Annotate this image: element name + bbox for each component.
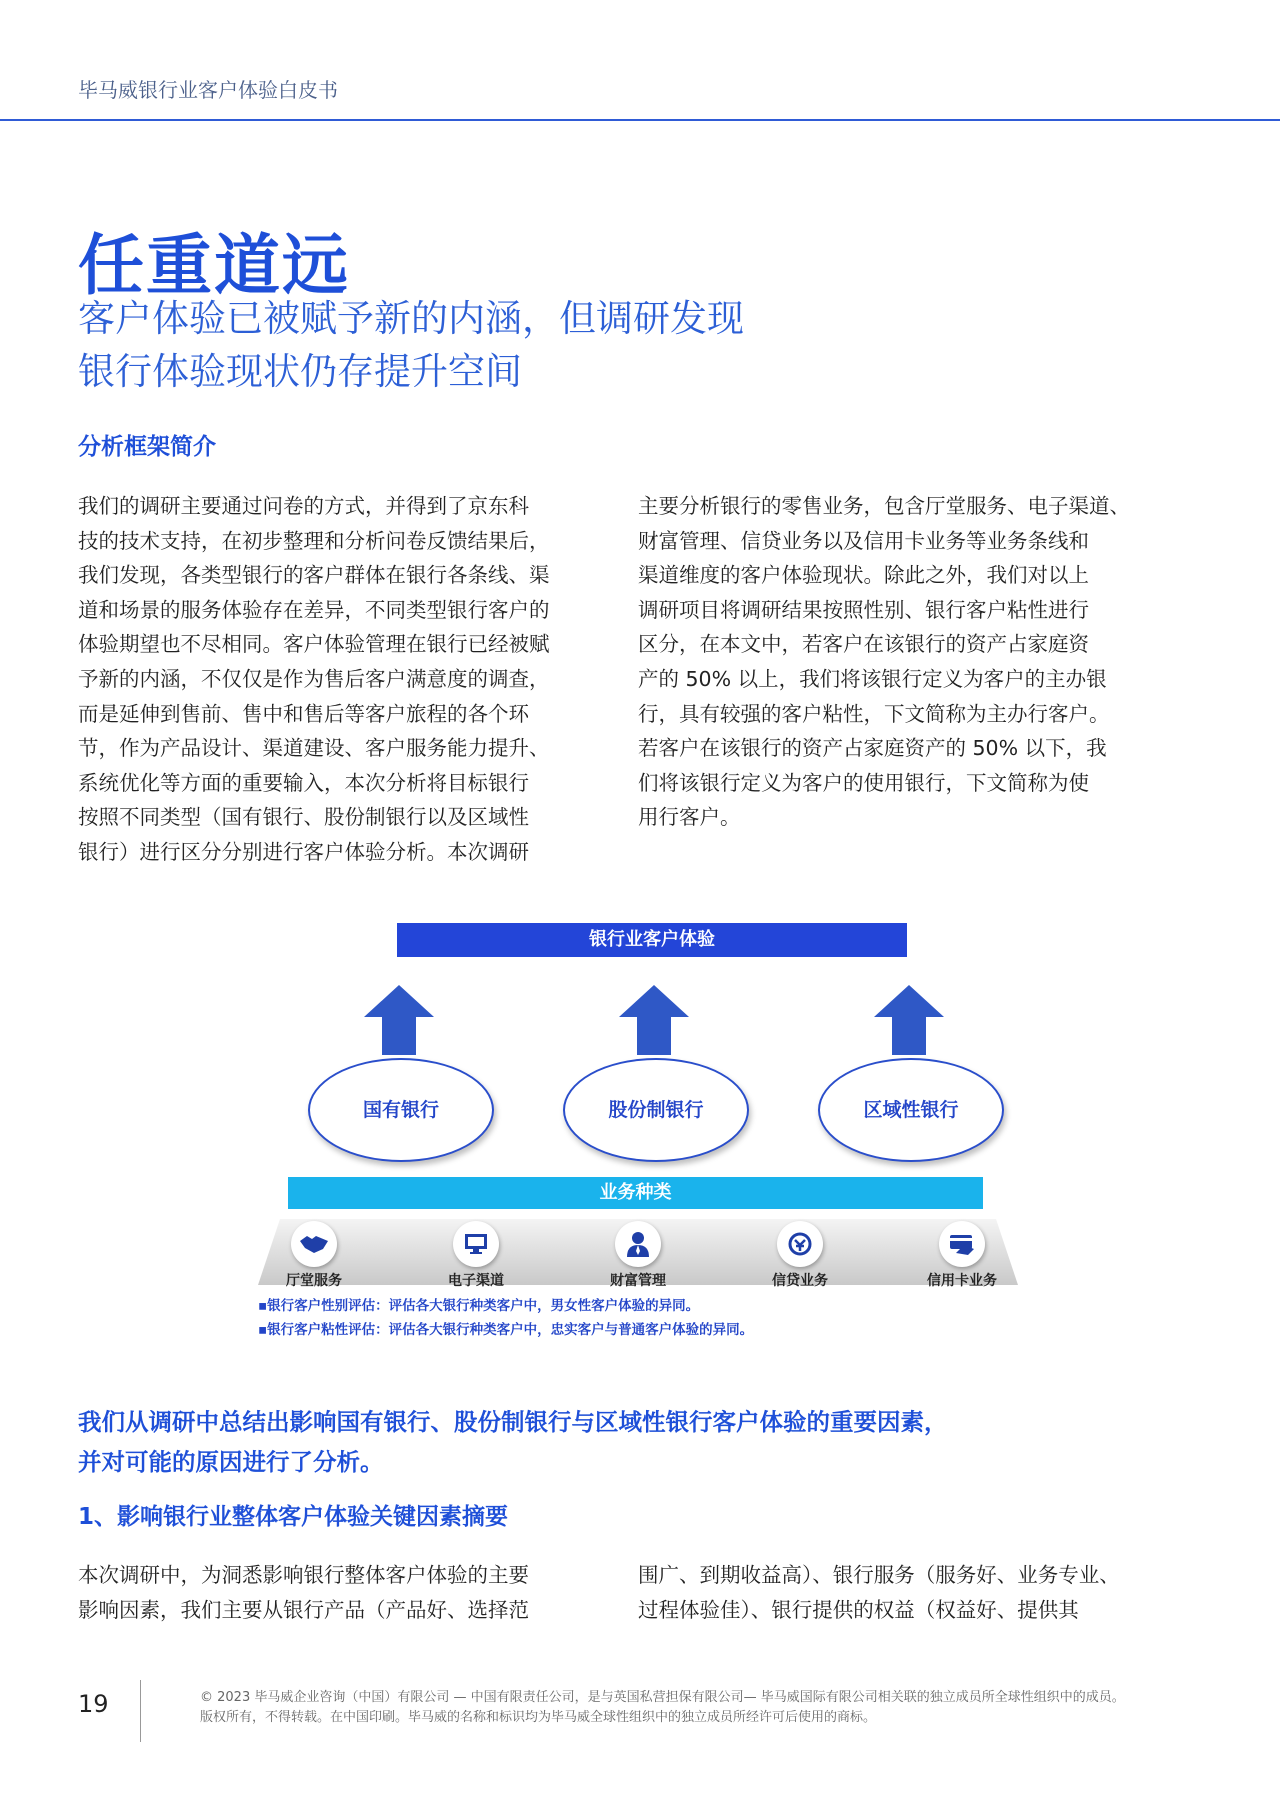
- text-line: 本次调研中，为洞悉影响银行整体客户体验的主要: [78, 1563, 529, 1587]
- section-heading-key-factors: 1、影响银行业整体客户体验关键因素摘要: [78, 1504, 509, 1530]
- monitor-icon: [453, 1221, 499, 1267]
- text-line: 围广、到期收益高）、银行服务（服务好、业务专业、: [638, 1563, 1120, 1587]
- text-line: 银行）进行区分分别进行客户体验分析。本次调研: [78, 839, 529, 864]
- summary-statement: [78, 1402, 948, 1482]
- channel-lobby-service: [254, 1221, 374, 1290]
- subtitle-line-1: 客户体验已被赋予新的内涵，但调研发现: [78, 297, 744, 340]
- text-line: 行，具有较强的客户粘性，下文简称为主办行客户。: [638, 701, 1110, 726]
- diagram-note-stickiness: ▪银行客户粘性评估：评估各大银行种类客户中，忠实客户与普通客户体验的异同。: [258, 1322, 754, 1338]
- body-text-right-2: [638, 1558, 1168, 1627]
- text-line: 予新的内涵，不仅仅是作为售后客户满意度的调查，: [78, 666, 550, 691]
- text-line: 我们的调研主要通过问卷的方式，并得到了京东科: [78, 494, 529, 518]
- text-line: 产的 50% 以上，我们将该银行定义为客户的主办银: [638, 666, 1107, 691]
- text-line: 若客户在该银行的资产占家庭资产的 50% 以下，我: [638, 736, 1107, 761]
- channel-electronic: [416, 1221, 536, 1290]
- summary-line-1: 我们从调研中总结出影响国有银行、股份制银行与区域性银行客户体验的重要因素，: [78, 1408, 948, 1436]
- up-arrow-icon: [874, 985, 944, 1055]
- text-line: 用行客户。: [638, 805, 741, 830]
- text-line: 我们发现，各类型银行的客户群体在银行各条线、渠: [78, 563, 550, 588]
- text-line: 过程体验佳）、银行提供的权益（权益好、提供其: [638, 1597, 1079, 1622]
- page-number: 19: [78, 1690, 109, 1718]
- handshake-icon: [291, 1221, 337, 1267]
- channel-label: 信贷业务: [772, 1273, 828, 1289]
- page-title: 任重道远: [78, 227, 350, 304]
- body-text-left-2: [78, 1558, 598, 1627]
- credit-card-icon: [939, 1221, 985, 1267]
- text-line: 影响因素，我们主要从银行产品（产品好、选择范: [78, 1597, 529, 1622]
- channel-credit-card: [902, 1221, 1022, 1290]
- page-subtitle: [78, 292, 744, 398]
- bank-type-regional: 区域性银行: [818, 1058, 1004, 1162]
- person-icon: [615, 1221, 661, 1267]
- copyright-line-2: 版权所有，不得转载。在中国印刷。毕马威的名称和标识均为毕马威全球性组织中的独立成员所经许可后使用的商标。: [200, 1710, 877, 1725]
- text-line: 按照不同类型（国有银行、股份制银行以及区域性: [78, 805, 529, 830]
- text-line: 道和场景的服务体验存在差异，不同类型银行客户的: [78, 597, 550, 622]
- text-line: 节，作为产品设计、渠道建设、客户服务能力提升、: [78, 736, 550, 761]
- text-line: 体验期望也不尽相同。客户体验管理在银行已经被赋: [78, 632, 550, 657]
- copyright-footer: [200, 1688, 1125, 1728]
- body-text-right: [638, 489, 1158, 835]
- text-line: 主要分析银行的零售业务，包含厅堂服务、电子渠道、: [638, 494, 1130, 518]
- business-type-bar: 业务种类: [288, 1177, 983, 1209]
- up-arrow-icon: [619, 985, 689, 1055]
- header-title: 毕马威银行业客户体验白皮书: [78, 78, 338, 102]
- diagram-note-gender: ▪银行客户性别评估：评估各大银行种类客户中，男女性客户体验的异同。: [258, 1298, 700, 1314]
- text-line: 系统优化等方面的重要输入，本次分析将目标银行: [78, 770, 529, 795]
- channel-credit: [740, 1221, 860, 1290]
- bank-type-state-owned: 国有银行: [308, 1058, 494, 1162]
- header-divider: [0, 119, 1280, 121]
- framework-diagram: [250, 915, 1030, 1345]
- channel-label: 信用卡业务: [927, 1273, 997, 1289]
- footer-divider: [140, 1680, 141, 1742]
- up-arrow-icon: [364, 985, 434, 1055]
- subtitle-line-2: 银行体验现状仍存提升空间: [78, 350, 522, 393]
- bank-type-joint-stock: 股份制银行: [563, 1058, 749, 1162]
- text-line: 调研项目将调研结果按照性别、银行客户粘性进行: [638, 597, 1089, 622]
- channel-label: 厅堂服务: [286, 1273, 342, 1289]
- section-heading-framework: 分析框架简介: [78, 434, 216, 460]
- text-line: 财富管理、信贷业务以及信用卡业务等业务条线和: [638, 528, 1089, 553]
- channel-label: 财富管理: [610, 1273, 666, 1289]
- channel-label: 电子渠道: [448, 1273, 504, 1289]
- summary-line-2: 并对可能的原因进行了分析。: [78, 1448, 384, 1476]
- text-line: 们将该银行定义为客户的使用银行，下文简称为使: [638, 770, 1089, 795]
- customer-experience-bar: 银行业客户体验: [397, 923, 907, 957]
- text-line: 技的技术支持，在初步整理和分析问卷反馈结果后，: [78, 528, 550, 553]
- text-line: 而是延伸到售前、售中和售后等客户旅程的各个环: [78, 701, 529, 726]
- text-line: 渠道维度的客户体验现状。除此之外，我们对以上: [638, 563, 1089, 588]
- text-line: 区分，在本文中，若客户在该银行的资产占家庭资: [638, 632, 1089, 657]
- copyright-line-1: © 2023 毕马威企业咨询（中国）有限公司 — 中国有限责任公司，是与英国私营担保有限公司— 毕马威国际有限公司相关联的独立成员所全球性组织中的成员。: [200, 1690, 1125, 1705]
- money-icon: [777, 1221, 823, 1267]
- body-text-left: [78, 489, 598, 870]
- channel-wealth: [578, 1221, 698, 1290]
